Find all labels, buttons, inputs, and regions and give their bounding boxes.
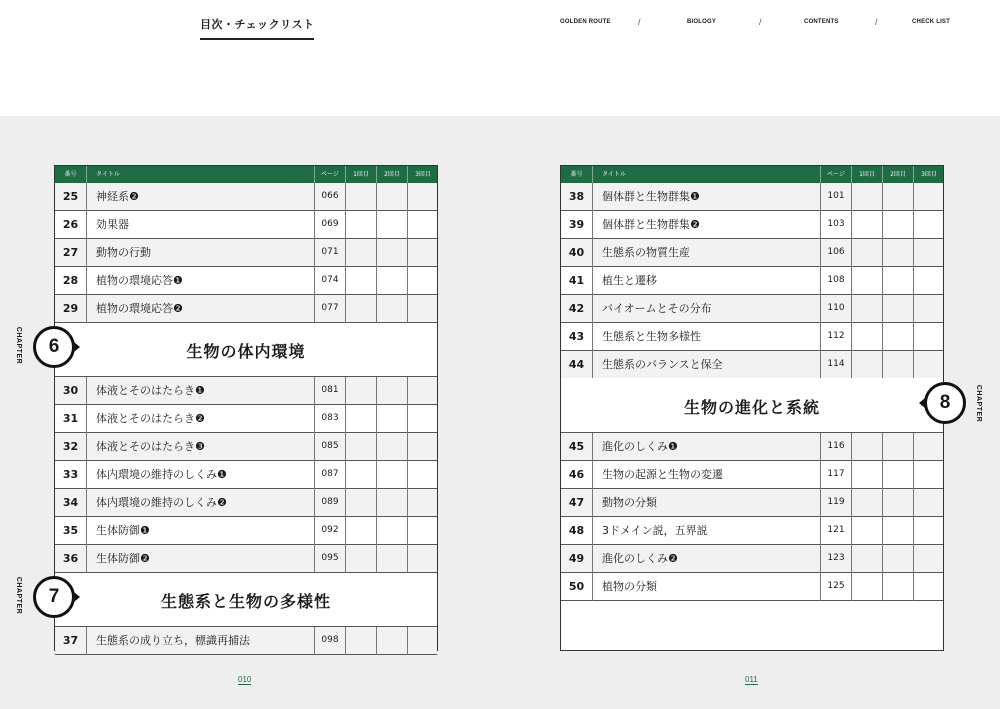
check-box-3[interactable]: [913, 211, 944, 239]
table-header: [561, 166, 943, 183]
table-row: [561, 295, 943, 323]
chapter-title: 生物の進化と系統: [683, 398, 820, 417]
check-box-2[interactable]: [376, 545, 407, 573]
breadcrumb-nav: [545, 19, 955, 33]
check-box-2[interactable]: [882, 573, 913, 601]
check-box-3[interactable]: [913, 295, 944, 323]
row-number: 26: [62, 218, 79, 231]
check-box-2[interactable]: [376, 295, 407, 323]
check-box-1[interactable]: [851, 323, 882, 351]
check-box-3[interactable]: [913, 323, 944, 351]
check-box-2[interactable]: [376, 405, 407, 433]
table-row: [55, 433, 437, 461]
check-box-3[interactable]: [407, 461, 438, 489]
table-row: [561, 351, 943, 379]
row-number: 43: [568, 330, 585, 343]
check-box-3[interactable]: [407, 405, 438, 433]
check-box-2[interactable]: [376, 461, 407, 489]
check-box-1[interactable]: [851, 267, 882, 295]
table-row: [561, 433, 943, 461]
check-box-3[interactable]: [407, 183, 438, 211]
header-title: タイトル: [592, 166, 820, 183]
row-page: 071: [314, 239, 345, 267]
check-box-1[interactable]: [851, 573, 882, 601]
row-page: 121: [820, 517, 851, 545]
row-number: 33: [62, 468, 79, 481]
row-number: 44: [568, 358, 585, 371]
header-num: 番号: [64, 171, 77, 178]
check-box-2[interactable]: [882, 211, 913, 239]
check-box-1[interactable]: [851, 545, 882, 573]
row-number: 38: [568, 190, 585, 203]
check-box-1[interactable]: [345, 545, 376, 573]
chapter-pointer: [919, 398, 925, 408]
check-box-3[interactable]: [913, 517, 944, 545]
chapter-number-7: 7: [33, 576, 75, 618]
row-number: 36: [62, 552, 79, 565]
nav-separator: /: [638, 17, 641, 27]
chapter-band-8: [561, 378, 943, 433]
chapter-title: 生物の体内環境: [186, 342, 306, 361]
row-number: 34: [62, 496, 79, 509]
check-box-1[interactable]: [851, 239, 882, 267]
table-row: [561, 323, 943, 351]
row-title: 植物の分類: [592, 573, 820, 601]
row-number: 39: [568, 218, 585, 231]
check-box-3[interactable]: [407, 377, 438, 405]
check-box-2[interactable]: [376, 433, 407, 461]
chapter-number-8: 8: [924, 382, 966, 424]
row-number: 30: [62, 384, 79, 397]
check-box-2[interactable]: [376, 627, 407, 655]
chapter-pointer: [74, 592, 80, 602]
checklist-table-right: [560, 165, 944, 651]
check-box-2[interactable]: [882, 461, 913, 489]
row-page: 101: [820, 183, 851, 211]
row-title: 植生と遷移: [592, 267, 820, 295]
row-title: 動物の行動: [86, 239, 314, 267]
header-check2: 2回目: [376, 166, 407, 183]
header-page: ページ: [314, 166, 345, 183]
check-box-3[interactable]: [407, 627, 438, 655]
row-title: 動物の分類: [592, 489, 820, 517]
check-box-3[interactable]: [913, 267, 944, 295]
check-box-2[interactable]: [376, 377, 407, 405]
table-row: [55, 239, 437, 267]
check-box-3[interactable]: [913, 461, 944, 489]
nav-golden-route[interactable]: GOLDEN ROUTE: [560, 19, 611, 25]
check-box-3[interactable]: [913, 433, 944, 461]
check-box-2[interactable]: [882, 545, 913, 573]
check-box-2[interactable]: [882, 323, 913, 351]
check-box-1[interactable]: [851, 461, 882, 489]
check-box-3[interactable]: [407, 433, 438, 461]
row-title: 生物の起源と生物の変遷: [592, 461, 820, 489]
check-box-2[interactable]: [376, 489, 407, 517]
row-page: 116: [820, 433, 851, 461]
table-row: [55, 211, 437, 239]
table-row: [561, 461, 943, 489]
check-box-1[interactable]: [345, 267, 376, 295]
chapter-band-7: [55, 573, 437, 627]
row-title: 生体防御❶: [86, 517, 314, 545]
check-box-3[interactable]: [407, 517, 438, 545]
check-box-1[interactable]: [851, 517, 882, 545]
row-page: 117: [820, 461, 851, 489]
row-number: 28: [62, 274, 79, 287]
table-row: [55, 267, 437, 295]
table-row: [561, 239, 943, 267]
check-box-2[interactable]: [882, 489, 913, 517]
row-page: 108: [820, 267, 851, 295]
row-title: 体内環境の維持のしくみ❷: [86, 489, 314, 517]
table-row: [55, 461, 437, 489]
row-number: 47: [568, 496, 585, 509]
check-box-3[interactable]: [407, 267, 438, 295]
table-row: [55, 627, 437, 655]
nav-separator: /: [759, 17, 762, 27]
check-box-3[interactable]: [913, 573, 944, 601]
row-page: 110: [820, 295, 851, 323]
check-box-3[interactable]: [913, 351, 944, 379]
check-box-3[interactable]: [407, 295, 438, 323]
check-box-1[interactable]: [345, 627, 376, 655]
check-box-2[interactable]: [882, 295, 913, 323]
header-check2: 2回目: [882, 166, 913, 183]
check-box-1[interactable]: [345, 461, 376, 489]
row-page: 098: [314, 627, 345, 655]
check-box-3[interactable]: [407, 239, 438, 267]
table-row: [561, 489, 943, 517]
row-number: 41: [568, 274, 585, 287]
nav-check-list[interactable]: CHECK LIST: [912, 19, 950, 25]
table-row: [55, 405, 437, 433]
table-row: [55, 295, 437, 323]
row-page: 087: [314, 461, 345, 489]
row-number: 29: [62, 302, 79, 315]
row-title: 体液とそのはたらき❷: [86, 405, 314, 433]
page-number-left: 010: [238, 675, 252, 684]
row-page: 125: [820, 573, 851, 601]
row-page: 092: [314, 517, 345, 545]
row-number: 50: [568, 580, 585, 593]
row-number: 27: [62, 246, 79, 259]
row-page: 085: [314, 433, 345, 461]
row-title: 生体防御❷: [86, 545, 314, 573]
row-page: 112: [820, 323, 851, 351]
table-row: [55, 517, 437, 545]
check-box-1[interactable]: [345, 377, 376, 405]
row-title: 体内環境の維持のしくみ❶: [86, 461, 314, 489]
row-page: 106: [820, 239, 851, 267]
row-title: 植物の環境応答❷: [86, 295, 314, 323]
row-page: 074: [314, 267, 345, 295]
check-box-3[interactable]: [407, 211, 438, 239]
header-check1: 1回目: [851, 166, 882, 183]
row-page: 123: [820, 545, 851, 573]
page-number-right: 011: [745, 675, 758, 684]
page-header: [0, 0, 1000, 116]
row-title: バイオームとその分布: [592, 295, 820, 323]
header-check3: 3回目: [913, 166, 944, 183]
check-box-2[interactable]: [882, 517, 913, 545]
check-box-1[interactable]: [345, 517, 376, 545]
row-title: 生態系の物質生産: [592, 239, 820, 267]
row-number: 42: [568, 302, 585, 315]
check-box-3[interactable]: [407, 489, 438, 517]
check-box-3[interactable]: [913, 239, 944, 267]
chapter-label: CHAPTER: [15, 326, 23, 365]
row-number: 25: [62, 190, 79, 203]
check-box-3[interactable]: [913, 489, 944, 517]
table-row: [561, 545, 943, 573]
row-number: 40: [568, 246, 585, 259]
check-box-2[interactable]: [376, 211, 407, 239]
check-box-2[interactable]: [882, 351, 913, 379]
table-row: [561, 267, 943, 295]
row-title: 個体群と生物群集❶: [592, 183, 820, 211]
check-box-1[interactable]: [851, 489, 882, 517]
row-page: 081: [314, 377, 345, 405]
row-title: 3ドメイン説，五界説: [592, 517, 820, 545]
table-row: [561, 183, 943, 211]
row-number: 32: [62, 440, 79, 453]
row-number: 45: [568, 440, 585, 453]
checklist-table-left: [54, 165, 438, 651]
chapter-pointer: [74, 342, 80, 352]
check-box-1[interactable]: [851, 351, 882, 379]
check-box-2[interactable]: [882, 433, 913, 461]
chapter-label: CHAPTER: [15, 576, 23, 615]
check-box-1[interactable]: [345, 295, 376, 323]
header-check3: 3回目: [407, 166, 438, 183]
row-title: 進化のしくみ❶: [592, 433, 820, 461]
check-box-2[interactable]: [376, 183, 407, 211]
row-page: 077: [314, 295, 345, 323]
row-page: 103: [820, 211, 851, 239]
check-box-2[interactable]: [882, 239, 913, 267]
check-box-1[interactable]: [345, 405, 376, 433]
row-title: 生態系のバランスと保全: [592, 351, 820, 379]
check-box-1[interactable]: [345, 211, 376, 239]
table-row: [55, 489, 437, 517]
check-box-1[interactable]: [345, 433, 376, 461]
row-title: 生態系の成り立ち，標識再捕法: [86, 627, 314, 655]
table-row: [561, 573, 943, 601]
check-box-2[interactable]: [882, 267, 913, 295]
row-page: 066: [314, 183, 345, 211]
nav-biology[interactable]: BIOLOGY: [687, 19, 717, 25]
row-title: 体液とそのはたらき❶: [86, 377, 314, 405]
chapter-number-6: 6: [33, 326, 75, 368]
row-number: 31: [62, 412, 79, 425]
header-check1: 1回目: [345, 166, 376, 183]
header-title: タイトル: [86, 166, 314, 183]
nav-contents[interactable]: CONTENTS: [804, 19, 839, 25]
check-box-1[interactable]: [851, 183, 882, 211]
row-title: 効果器: [86, 211, 314, 239]
check-box-1[interactable]: [345, 489, 376, 517]
header-page: ページ: [820, 166, 851, 183]
row-title: 神経系❷: [86, 183, 314, 211]
header-num: 番号: [570, 171, 583, 178]
chapter-band-6: [55, 323, 437, 377]
check-box-3[interactable]: [407, 545, 438, 573]
row-page: 069: [314, 211, 345, 239]
table-row: [55, 545, 437, 573]
row-title: 進化のしくみ❷: [592, 545, 820, 573]
row-page: 095: [314, 545, 345, 573]
check-box-3[interactable]: [913, 545, 944, 573]
check-box-3[interactable]: [913, 183, 944, 211]
check-box-2[interactable]: [376, 517, 407, 545]
check-box-1[interactable]: [345, 183, 376, 211]
row-page: 114: [820, 351, 851, 379]
row-page: 119: [820, 489, 851, 517]
chapter-label: CHAPTER: [975, 384, 983, 423]
check-box-2[interactable]: [376, 239, 407, 267]
check-box-1[interactable]: [851, 433, 882, 461]
nav-separator: /: [875, 17, 878, 27]
table-row: [561, 517, 943, 545]
row-number: 48: [568, 524, 585, 537]
check-box-1[interactable]: [851, 295, 882, 323]
check-box-2[interactable]: [376, 267, 407, 295]
check-box-1[interactable]: [345, 239, 376, 267]
check-box-2[interactable]: [882, 183, 913, 211]
table-row: [55, 183, 437, 211]
row-number: 37: [62, 634, 79, 647]
page-title: 目次・チェックリスト: [200, 16, 314, 40]
table-row: [561, 211, 943, 239]
check-box-1[interactable]: [851, 211, 882, 239]
row-title: 個体群と生物群集❷: [592, 211, 820, 239]
row-page: 089: [314, 489, 345, 517]
chapter-title: 生態系と生物の多様性: [160, 592, 331, 611]
row-number: 49: [568, 552, 585, 565]
row-number: 35: [62, 524, 79, 537]
row-title: 生態系と生物多様性: [592, 323, 820, 351]
row-page: 083: [314, 405, 345, 433]
row-title: 体液とそのはたらき❸: [86, 433, 314, 461]
row-title: 植物の環境応答❶: [86, 267, 314, 295]
row-number: 46: [568, 468, 585, 481]
table-row: [55, 377, 437, 405]
table-header: [55, 166, 437, 183]
